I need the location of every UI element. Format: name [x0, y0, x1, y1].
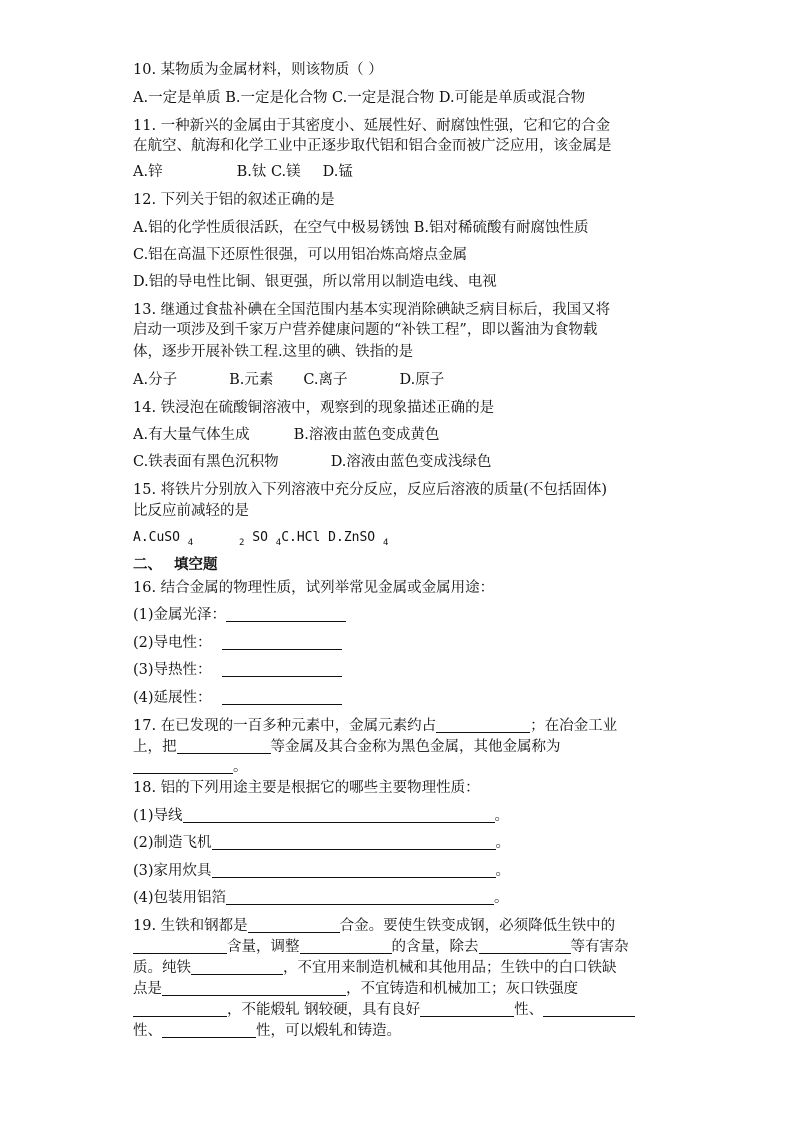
item-label: (3)导热性：	[133, 662, 212, 678]
answer-blank[interactable]	[222, 661, 342, 677]
answer-blank[interactable]	[248, 917, 340, 933]
question-17-line-3	[133, 757, 248, 777]
text: 合金。要使生铁变成钢，必须降低生铁中的	[339, 918, 616, 934]
text: 性、	[133, 1023, 162, 1039]
question-19-line-4	[133, 979, 578, 999]
text: 19. 生铁和钢都是	[133, 918, 248, 934]
answer-blank[interactable]	[191, 959, 283, 975]
answer-blank[interactable]	[222, 689, 342, 705]
question-16-item-2	[133, 633, 342, 653]
subscript: 4	[275, 538, 282, 548]
option-c: C.HCl	[281, 530, 321, 545]
text: 等金属及其合金称为黑色金属，其他金属称为	[270, 739, 561, 755]
option-d: D.原子	[399, 372, 445, 388]
option-d: D.溶液由蓝色变成浅绿色	[330, 454, 492, 470]
text: ，不宜铸造和机械加工；灰口铁强度	[346, 981, 578, 997]
text: 17. 在已发现的一百多种元素中，金属元素约占	[133, 718, 437, 734]
text: 点是	[133, 981, 162, 997]
question-11-options	[133, 162, 353, 182]
item-label: (1)金属光泽：	[133, 607, 227, 623]
text: 质。纯铁	[133, 960, 191, 976]
section-heading	[133, 555, 218, 575]
option-c: C.离子	[303, 372, 348, 388]
option-a: A.锌	[133, 164, 163, 180]
question-17-line-2	[133, 737, 561, 757]
section-number: 二、	[133, 556, 162, 573]
answer-blank[interactable]	[133, 1001, 227, 1017]
question-18-item-4	[133, 888, 509, 908]
option-d: D.锰	[322, 164, 353, 180]
text: 等有害杂	[570, 939, 629, 955]
item-label: (3)家用炊具	[133, 863, 212, 879]
answer-blank[interactable]	[543, 1001, 635, 1017]
answer-blank[interactable]	[300, 938, 392, 954]
question-12-option-d: D.铝的导电性比铜、银更强，所以常用以制造电线、电视	[133, 274, 497, 290]
text: 的含量，除去	[391, 939, 479, 955]
question-16-item-3	[133, 660, 342, 680]
text: 性，可以煅轧和铸造。	[256, 1023, 401, 1039]
question-19-line-6	[133, 1021, 401, 1041]
answer-blank[interactable]	[177, 738, 271, 754]
subscript: 4	[382, 538, 389, 548]
item-label: (2)制造飞机	[133, 835, 212, 851]
item-label: (2)导电性：	[133, 635, 212, 651]
answer-blank[interactable]	[212, 862, 496, 878]
answer-blank[interactable]	[183, 807, 495, 823]
question-13-options	[133, 370, 444, 390]
question-14-stem: 14. 铁浸泡在硫酸铜溶液中，观察到的现象描述正确的是	[133, 400, 495, 416]
answer-blank[interactable]	[133, 938, 227, 954]
question-15-line-1: 15. 将铁片分别放入下列溶液中充分反应，反应后溶液的质量(不包括固体)	[133, 482, 607, 498]
answer-blank[interactable]	[226, 606, 346, 622]
answer-blank[interactable]	[212, 834, 496, 850]
text: 。	[495, 863, 511, 879]
text: ；在冶金工业	[530, 718, 618, 734]
option-d: D.ZnSO	[328, 530, 376, 545]
answer-blank[interactable]	[436, 717, 530, 733]
item-label: (1)导线	[133, 808, 183, 824]
option-a: A.CuSO	[133, 530, 180, 545]
question-15-options	[133, 528, 388, 553]
question-10-stem: 10. 某物质为金属材料，则该物质（ ）	[133, 62, 383, 78]
option-c: C.铁表面有黑色沉积物	[133, 454, 279, 470]
text: 。	[494, 890, 509, 906]
option-c: C.镁	[270, 164, 301, 180]
question-14-options-ab	[133, 425, 439, 445]
question-19-line-3	[133, 958, 617, 978]
text: ，不宜用来制造机械和其他用品；生铁中的白口铁缺	[283, 960, 617, 976]
question-13-line-1: 13. 继通过食盐补碘在全国范围内基本实现消除碘缺乏病目标后，我国又将	[133, 302, 611, 318]
text: 上，把	[133, 739, 177, 755]
question-11-line-2: 在航空、航海和化学工业中正逐步取代铝和铝合金而被广泛应用，该金属是	[133, 138, 612, 154]
answer-blank[interactable]	[479, 938, 571, 954]
option-b: B.元素	[229, 372, 274, 388]
question-12-stem: 12. 下列关于铝的叙述正确的是	[133, 192, 335, 208]
question-12-options-ab: A.铝的化学性质很活跃，在空气中极易锈蚀 B.铝对稀硫酸有耐腐蚀性质	[133, 220, 589, 236]
question-19-line-1	[133, 916, 615, 936]
section-title: 填空题	[174, 556, 218, 573]
question-19-line-5	[133, 1000, 635, 1020]
answer-blank[interactable]	[133, 758, 233, 774]
text: 。	[494, 808, 510, 824]
subscript: 4	[187, 538, 194, 548]
option-b-part: SO	[252, 530, 268, 545]
question-18-item-1	[133, 806, 509, 826]
question-17-line-1	[133, 716, 617, 736]
question-16-item-4	[133, 688, 342, 708]
text: 。	[233, 759, 248, 775]
text: 。	[495, 835, 511, 851]
question-18-item-3	[133, 861, 510, 881]
question-10-options: A.一定是单质 B.一定是化合物 C.一定是混合物 D.可能是单质或混合物	[133, 90, 586, 106]
question-15-line-2: 比反应前减轻的是	[133, 503, 249, 519]
question-12-option-c: C.铝在高温下还原性很强，可以用铝冶炼高熔点金属	[133, 247, 468, 263]
answer-blank[interactable]	[222, 634, 342, 650]
item-label: (4)包装用铝箔	[133, 890, 227, 906]
option-b: B.溶液由蓝色变成黄色	[293, 427, 440, 443]
text: ，不能煅轧 钢较硬，具有良好	[227, 1002, 421, 1018]
item-label: (4)延展性：	[133, 690, 212, 706]
text: 含量，调整	[227, 939, 300, 955]
option-b: B.钛	[236, 164, 267, 180]
answer-blank[interactable]	[162, 980, 346, 996]
question-16-item-1	[133, 605, 346, 625]
answer-blank[interactable]	[162, 1022, 256, 1038]
option-a: A.分子	[133, 372, 178, 388]
question-13-line-2: 启动一项涉及到千家万户营养健康问题的“补铁工程”，即以酱油为食物载	[133, 322, 598, 338]
answer-blank[interactable]	[226, 889, 494, 905]
subscript: 2	[239, 538, 245, 548]
answer-blank[interactable]	[420, 1001, 514, 1017]
question-18-stem: 18. 铝的下列用途主要是根据它的哪些主要物理性质：	[133, 780, 480, 796]
question-18-item-2	[133, 833, 510, 853]
question-16-stem: 16. 结合金属的物理性质，试列举常见金属或金属用途：	[133, 580, 495, 596]
option-a: A.有大量气体生成	[133, 427, 250, 443]
question-14-options-cd	[133, 452, 491, 472]
question-11-line-1: 11. 一种新兴的金属由于其密度小、延展性好、耐腐蚀性强，它和它的合金	[133, 118, 611, 134]
text: 性、	[514, 1002, 544, 1018]
question-13-line-3: 体，逐步开展补铁工程.这里的碘、铁指的是	[133, 344, 414, 360]
question-19-line-2	[133, 937, 629, 957]
